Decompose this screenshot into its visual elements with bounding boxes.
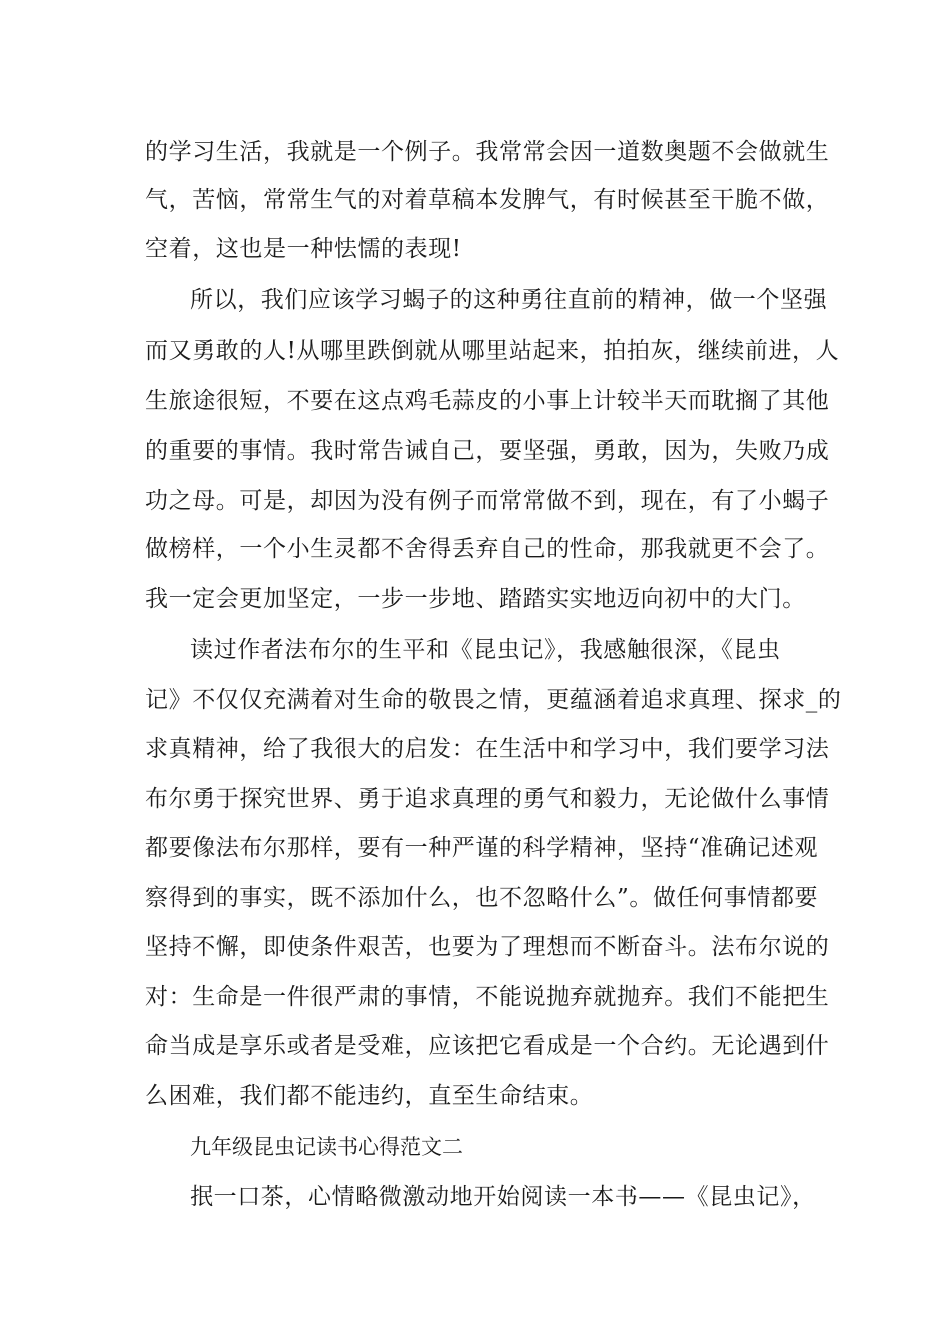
text-line: 空着，这也是一种怯懦的表现!: [145, 236, 462, 262]
text-line: 对：生命是一件很严肃的事情，不能说抛弃就抛弃。我们不能把生: [145, 984, 830, 1010]
paragraph-first-line: 读过作者法布尔的生平和《昆虫记》，我感触很深，《昆虫: [190, 637, 781, 663]
paragraph-first-line: 抿一口茶，心情略微激动地开始阅读一本书——《昆虫记》，: [190, 1184, 816, 1210]
text-line: 生旅途很短，不要在这点鸡毛蒜皮的小事上计较半天而耽搁了其他: [145, 388, 830, 414]
text-line: 命当成是享乐或者是受难，应该把它看成是一个合约。无论遇到什: [145, 1033, 830, 1059]
text-line: 我一定会更加坚定，一步一步地、踏踏实实地迈向初中的大门。: [145, 586, 806, 612]
text-line: 都要像法布尔那样，要有一种严谨的科学精神，坚持“准确记述观: [145, 835, 819, 861]
text-line: 求真精神，给了我很大的启发：在生活中和学习中，我们要学习法: [145, 736, 830, 762]
text-line: 做榜样，一个小生灵都不舍得丢弃自己的性命，那我就更不会了。: [145, 536, 830, 562]
text-line: 坚持不懈，即使条件艰苦，也要为了理想而不断奋斗。法布尔说的: [145, 934, 830, 960]
text-line: 察得到的事实，既不添加什么，也不忽略什么”。做任何事情都要: [145, 885, 819, 911]
text-line: 的学习生活，我就是一个例子。我常常会因一道数奥题不会做就生: [145, 139, 830, 165]
text-line: 的重要的事情。我时常告诫自己，要坚强，勇敢，因为，失败乃成: [145, 438, 830, 464]
text-line: 么困难，我们都不能违约，直至生命结束。: [145, 1083, 594, 1109]
section-heading: 九年级昆虫记读书心得范文二: [190, 1135, 463, 1159]
text-line: 记》不仅仅充满着对生命的敬畏之情，更蕴涵着追求真理、探求_的: [145, 687, 842, 713]
paragraph-first-line: 所以，我们应该学习蝎子的这种勇往直前的精神，做一个坚强: [190, 287, 828, 313]
text-line: 气，苦恼，常常生气的对着草稿本发脾气，有时候甚至干脆不做，: [145, 187, 830, 213]
text-line: 而又勇敢的人!从哪里跌倒就从哪里站起来，拍拍灰，继续前进，人: [145, 338, 840, 364]
text-line: 功之母。可是，却因为没有例子而常常做不到，现在，有了小蝎子: [145, 488, 830, 514]
text-line: 布尔勇于探究世界、勇于追求真理的勇气和毅力，无论做什么事情: [145, 786, 830, 812]
